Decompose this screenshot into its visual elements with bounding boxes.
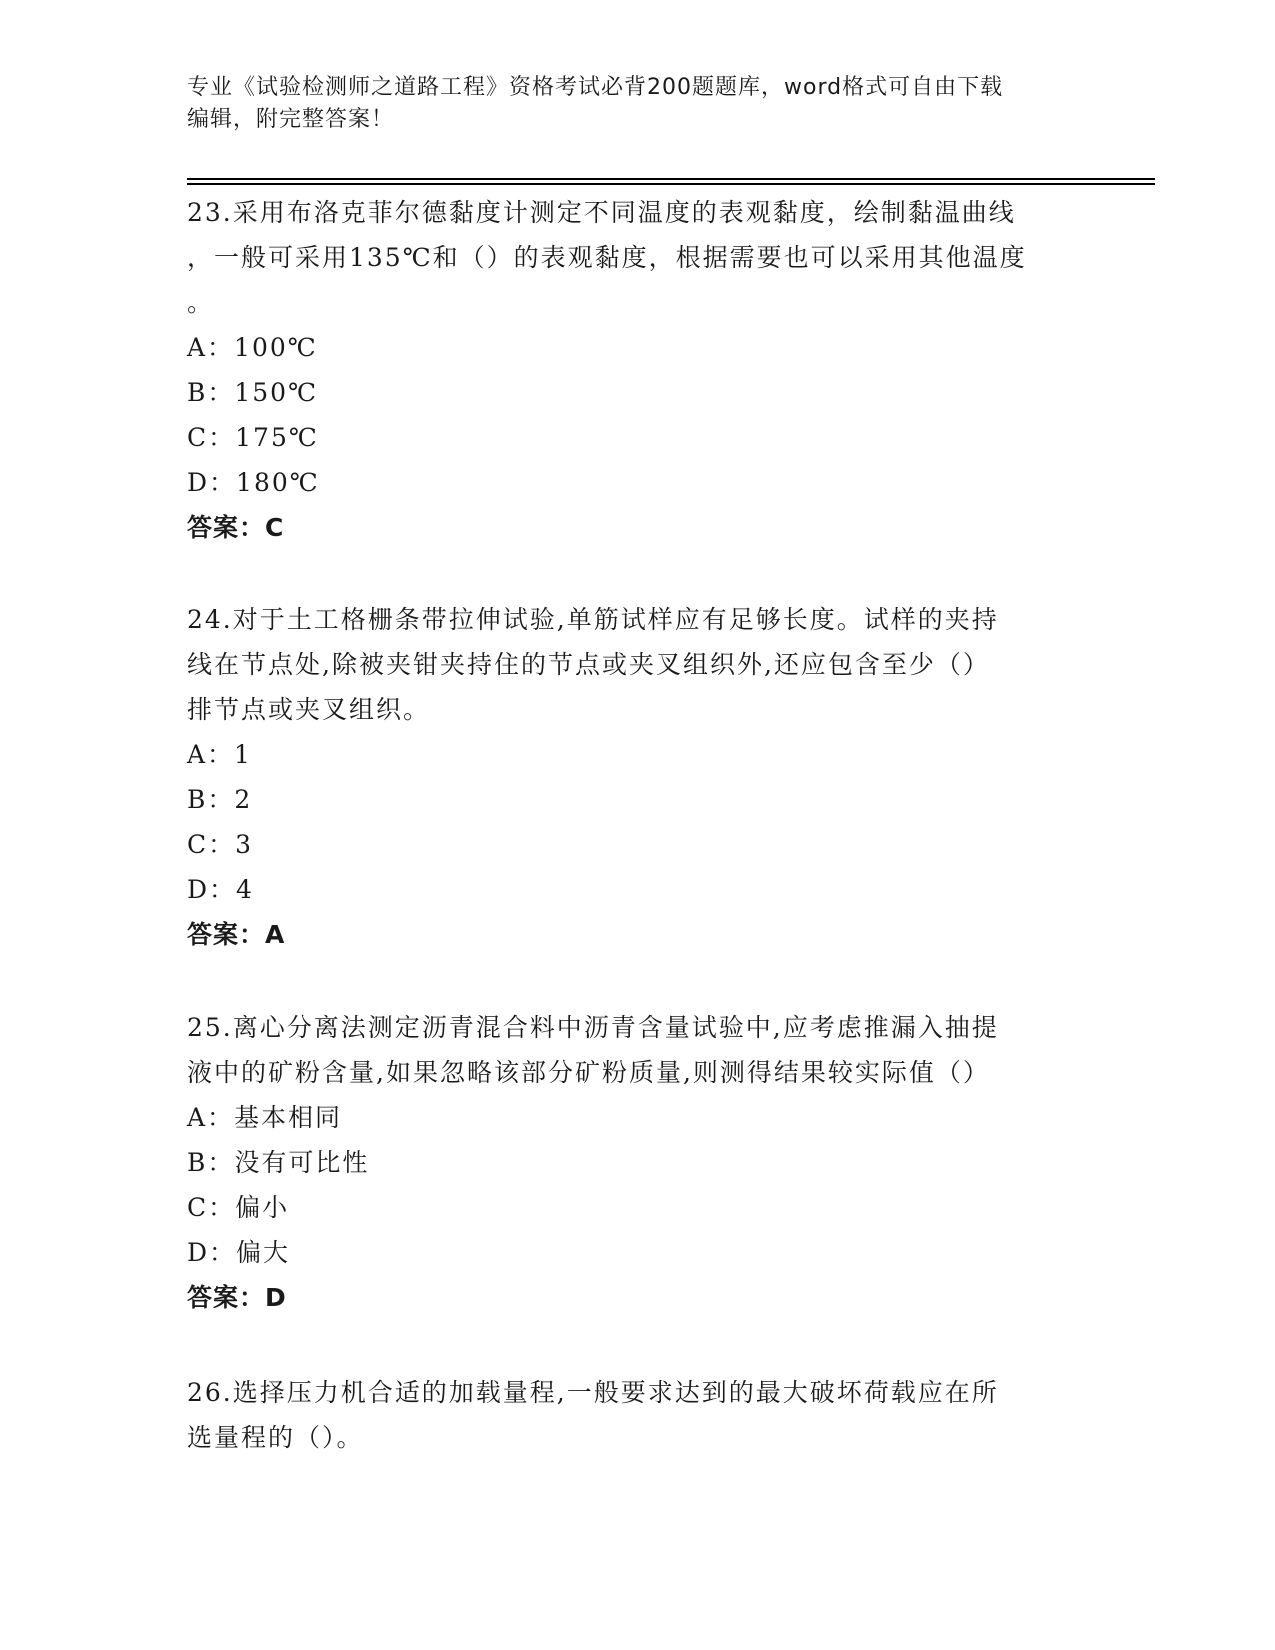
option-c: C：3 (187, 830, 254, 859)
option-c: C：175℃ (187, 423, 319, 452)
option-d: D：偏大 (187, 1238, 291, 1267)
option-d: D：180℃ (187, 468, 320, 497)
option-a: A：基本相同 (187, 1103, 343, 1132)
header-line-1: 专业《试验检测师之道路工程》资格考试必背200题题库，word格式可自由下载 (187, 75, 1004, 100)
answer: 答案：C (187, 513, 285, 542)
question-stem-line: 25.离心分离法测定沥青混合料中沥青含量试验中,应考虑推漏入抽提 (187, 1013, 999, 1042)
answer: 答案：D (187, 1283, 287, 1312)
option-b: B：2 (187, 785, 253, 814)
question-stem-line: ，一般可采用135℃和（）的表观黏度，根据需要也可以采用其他温度 (187, 243, 1027, 272)
question-stem-line: 线在节点处,除被夹钳夹持住的节点或夹叉组织外,还应包含至少（） (187, 650, 990, 679)
header-line-2: 编辑，附完整答案！ (187, 107, 395, 132)
header-divider-top (187, 178, 1155, 180)
question-stem-line: 选量程的（）。 (187, 1423, 364, 1452)
answer: 答案：A (187, 920, 286, 949)
option-c: C：偏小 (187, 1193, 290, 1222)
question-stem-line: 26.选择压力机合适的加载量程,一般要求达到的最大破坏荷载应在所 (187, 1378, 999, 1407)
question-stem-line: 排节点或夹叉组织。 (187, 695, 431, 724)
question-23 (187, 190, 1087, 550)
question-26 (187, 1370, 1087, 1460)
option-d: D：4 (187, 875, 254, 904)
option-a: A：100℃ (187, 333, 318, 362)
option-b: B：150℃ (187, 378, 319, 407)
question-stem-line: 24.对于土工格栅条带拉伸试验,单筋试样应有足够长度。试样的夹持 (187, 605, 999, 634)
question-stem-line: 23.采用布洛克菲尔德黏度计测定不同温度的表观黏度，绘制黏温曲线 (187, 198, 1016, 227)
option-b: B：没有可比性 (187, 1148, 370, 1177)
question-25 (187, 1005, 1087, 1320)
header-divider-bottom (187, 183, 1155, 185)
question-stem-line: 。 (187, 288, 215, 317)
question-24 (187, 597, 1087, 957)
option-a: A：1 (187, 740, 252, 769)
page-header (187, 72, 1087, 136)
question-stem-line: 液中的矿粉含量,如果忽略该部分矿粉质量,则测得结果较实际值（） (187, 1058, 990, 1087)
